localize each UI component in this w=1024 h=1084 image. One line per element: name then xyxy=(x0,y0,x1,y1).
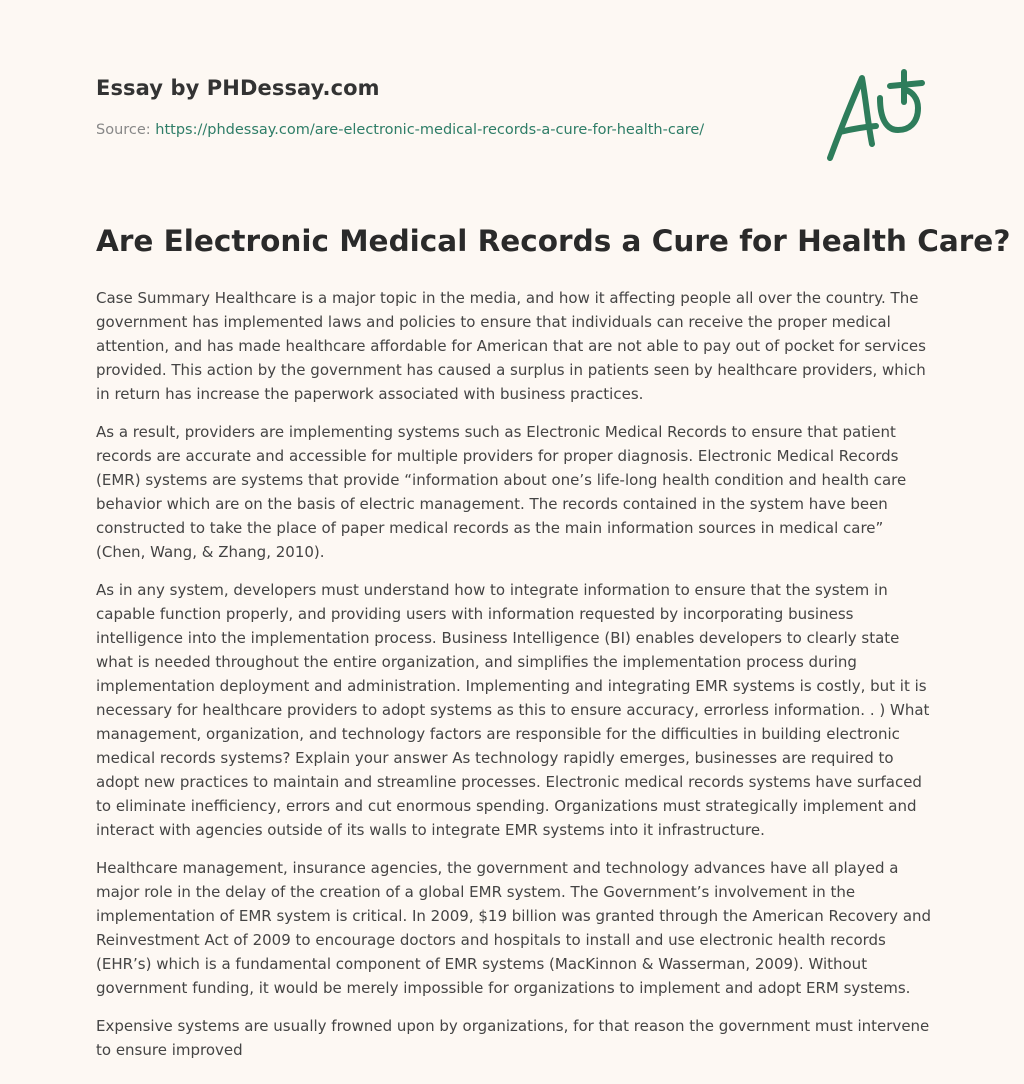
paragraph: Healthcare management, insurance agencies, the government and technology advances have all played a major role in the delay of the creation of a global EMR system. The Government’s involvement in the implementation of EMR system is critical. In 2009, $19 billion was granted through the American Recovery and Reinvestment Act of 2009 to encourage doctors and hospitals to install and use electronic health records (EHR’s) which is a fundamental component of EMR systems (MacKinnon & Wasserman, 2009). Without government funding, it would be merely impossible for organizations to implement and adopt ERM systems. xyxy=(96,859,932,997)
site-brand: Essay by PHDessay.com xyxy=(96,76,380,100)
source-line xyxy=(96,122,796,138)
paragraph: Case Summary Healthcare is a major topic in the media, and how it affecting people all over the country. The government has implemented laws and policies to ensure that individuals can receive the proper medical attention, and has made healthcare affordable for American that are not able to pay out of pocket for services provided. This action by the government has caused a surplus in patients seen by healthcare providers, which in return has increase the paperwork associated with business practices. xyxy=(96,289,926,403)
paragraph: As in any system, developers must understand how to integrate information to ensure that the system in capable function properly, and providing users with information requested by incorporating business intelligence into the implementation process. Business Intelligence (BI) enables developers to clearly state what is needed throughout the entire organization, and simplifies the implementation process during implementation deployment and administration. Implementing and integrating EMR systems is costly, but it is necessary for healthcare providers to adopt systems as this to ensure accuracy, errorless information. . ) What management, organization, and technology factors are responsible for the difficulties in building electronic medical records systems? Explain your answer As technology rapidly emerges, businesses are required to adopt new practices to maintain and streamline processes. Electronic medical records systems have surfaced to eliminate inefficiency, errors and cut enormous spending. Organizations must strategically implement and interact with agencies outside of its walls to integrate EMR systems into it infrastructure. xyxy=(96,581,930,839)
page-header xyxy=(96,76,796,138)
essay-body xyxy=(96,286,932,1076)
paragraph: As a result, providers are implementing systems such as Electronic Medical Records to ensure that patient records are accurate and accessible for multiple providers for proper diagnosis. Electronic Medical Records (EMR) systems are systems that provide “information about one’s life-long health condition and health care behavior which are on the basis of electric management. The records contained in the system have been constructed to take the place of paper medical records as the main information sources in medical care” (Chen, Wang, & Zhang, 2010). xyxy=(96,423,907,561)
source-link[interactable]: https://phdessay.com/are-electronic-medical-records-a-cure-for-health-care/ xyxy=(155,122,705,138)
paragraph: Expensive systems are usually frowned upon by organizations, for that reason the government must intervene to ensure improved xyxy=(96,1017,930,1059)
source-label: Source: xyxy=(96,122,151,138)
essay-title: Are Electronic Medical Records a Cure for Health Care? xyxy=(96,224,1011,258)
a-plus-logo-icon xyxy=(818,66,928,166)
